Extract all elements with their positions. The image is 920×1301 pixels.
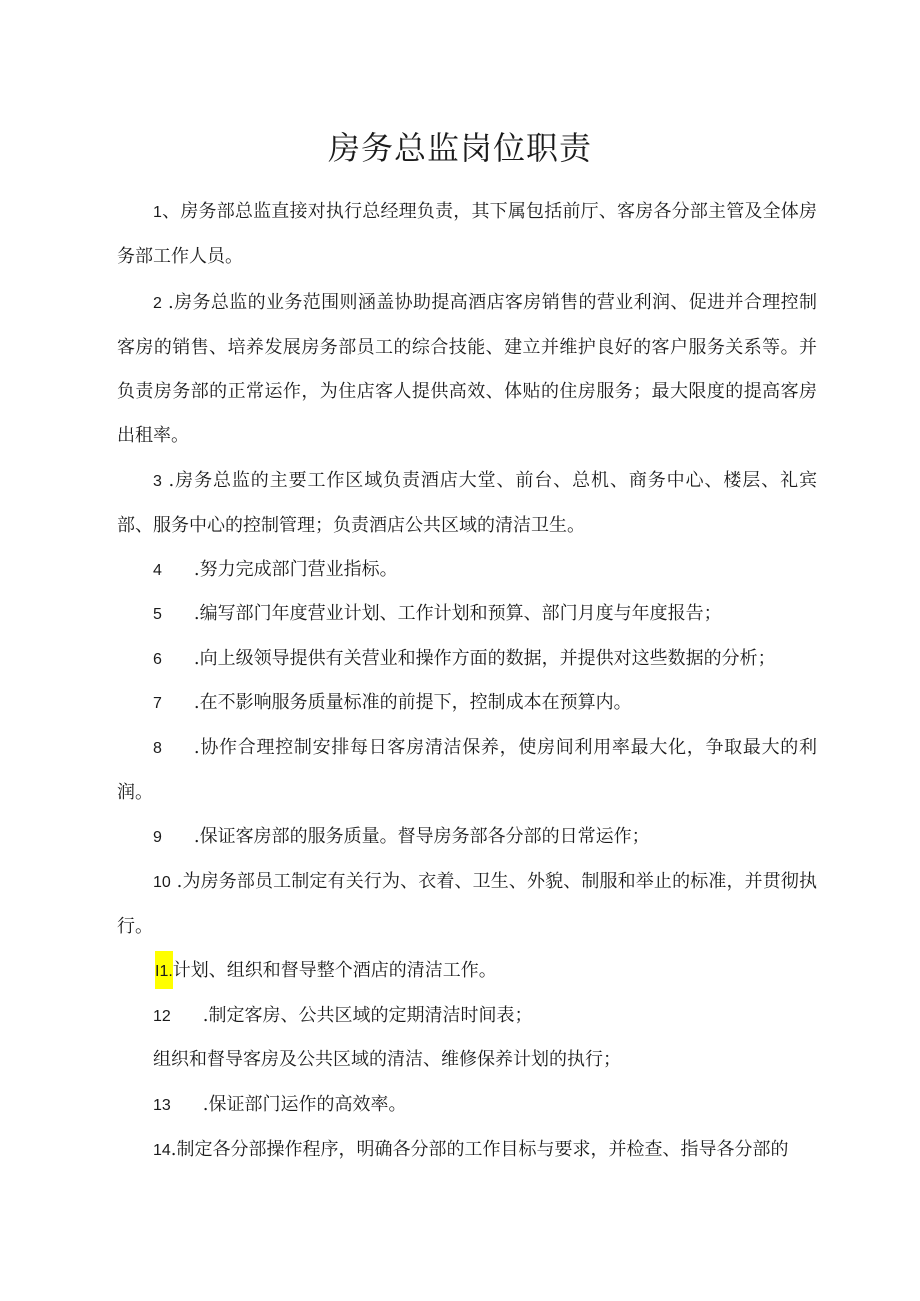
item-separator: . xyxy=(193,559,200,580)
list-item xyxy=(117,681,817,726)
item-text: 组织和督导客房及公共区域的清洁、维修保养计划的执行； xyxy=(153,1049,621,1070)
item-separator: . xyxy=(202,1005,209,1026)
item-number: 4 xyxy=(153,562,162,579)
item-text: 编写部门年度营业计划、工作计划和预算、部门月度与年度报告； xyxy=(199,603,722,624)
item-text: 保证部门运作的高效率。 xyxy=(208,1094,407,1115)
list-item xyxy=(117,281,817,458)
item-separator: . xyxy=(193,648,200,669)
item-separator: . xyxy=(161,470,175,491)
item-number: 2 xyxy=(153,295,162,312)
item-text: 协作合理控制安排每日客房清洁保养，使房间利用率最大化，争取最大的利润。 xyxy=(117,737,817,803)
list-item xyxy=(117,459,817,548)
item-text: 在不影响服务质量标准的前提下，控制成本在预算内。 xyxy=(199,692,632,713)
list-item xyxy=(117,815,817,860)
item-number: 1 xyxy=(153,204,162,221)
list-item xyxy=(155,949,817,993)
list-item xyxy=(117,1128,817,1173)
item-separator: . xyxy=(193,737,200,758)
item-number: 13 xyxy=(153,1097,171,1114)
highlighted-item-number: I1. xyxy=(155,951,173,989)
list-item xyxy=(117,637,817,682)
item-text: 为房务部员工制定有关行为、衣着、卫生、外貌、制服和举止的标准，并贯彻执行。 xyxy=(117,871,817,937)
item-separator: . xyxy=(202,1094,209,1115)
item-number: 12 xyxy=(153,1008,171,1025)
item-text: 制定客房、公共区域的定期清洁时间表； xyxy=(208,1005,533,1026)
list-item xyxy=(117,190,817,279)
page-title: 房务总监岗位职责 xyxy=(327,129,592,167)
item-text: 计划、组织和督导整个酒店的清洁工作。 xyxy=(172,960,497,981)
item-number: 14 xyxy=(153,1142,171,1159)
item-separator: 、 xyxy=(161,201,181,222)
item-number: 3 xyxy=(153,473,162,490)
item-number: 6 xyxy=(153,651,162,668)
item-number: 10 xyxy=(153,874,171,891)
list-item xyxy=(117,726,817,815)
list-item xyxy=(117,860,817,949)
item-separator: . xyxy=(170,871,183,892)
list-item xyxy=(117,994,817,1039)
item-separator: . xyxy=(193,826,200,847)
item-text: 房务部总监直接对执行总经理负责，其下属包括前厅、客房各分部主管及全体房务部工作人员。 xyxy=(117,201,818,267)
item-separator: . xyxy=(193,603,200,624)
item-separator: . xyxy=(170,1139,177,1160)
item-number: 8 xyxy=(153,740,162,757)
item-text: 努力完成部门营业指标。 xyxy=(199,559,398,580)
item-text: 制定各分部操作程序，明确各分部的工作目标与要求，并检查、指导各分部的 xyxy=(176,1139,789,1160)
list-item xyxy=(117,592,817,637)
item-text: 向上级领导提供有关营业和操作方面的数据，并提供对这些数据的分析； xyxy=(199,648,776,669)
list-item xyxy=(117,1083,817,1128)
item-separator: . xyxy=(193,692,200,713)
item-text: 保证客房部的服务质量。督导房务部各分部的日常运作； xyxy=(199,826,650,847)
item-number: 9 xyxy=(153,829,162,846)
list-item xyxy=(117,548,817,593)
list-item xyxy=(117,1038,817,1082)
item-number: 7 xyxy=(153,695,162,712)
item-separator: . xyxy=(161,292,174,313)
item-text: 房务总监的业务范围则涵盖协助提高酒店客房销售的营业利润、促进并合理控制客房的销售、培养发展房务部员工的综合技能、建立并维护良好的客户服务关系等。并负责房务部的正常运作，为住店客人提供高效、体贴的住房服务；最大限度的提高客房出租率。 xyxy=(117,292,817,446)
item-number: 5 xyxy=(153,606,162,623)
item-text: 房务总监的主要工作区域负责酒店大堂、前台、总机、商务中心、楼层、礼宾部、服务中心的控制管理；负责酒店公共区域的清洁卫生。 xyxy=(117,470,817,536)
